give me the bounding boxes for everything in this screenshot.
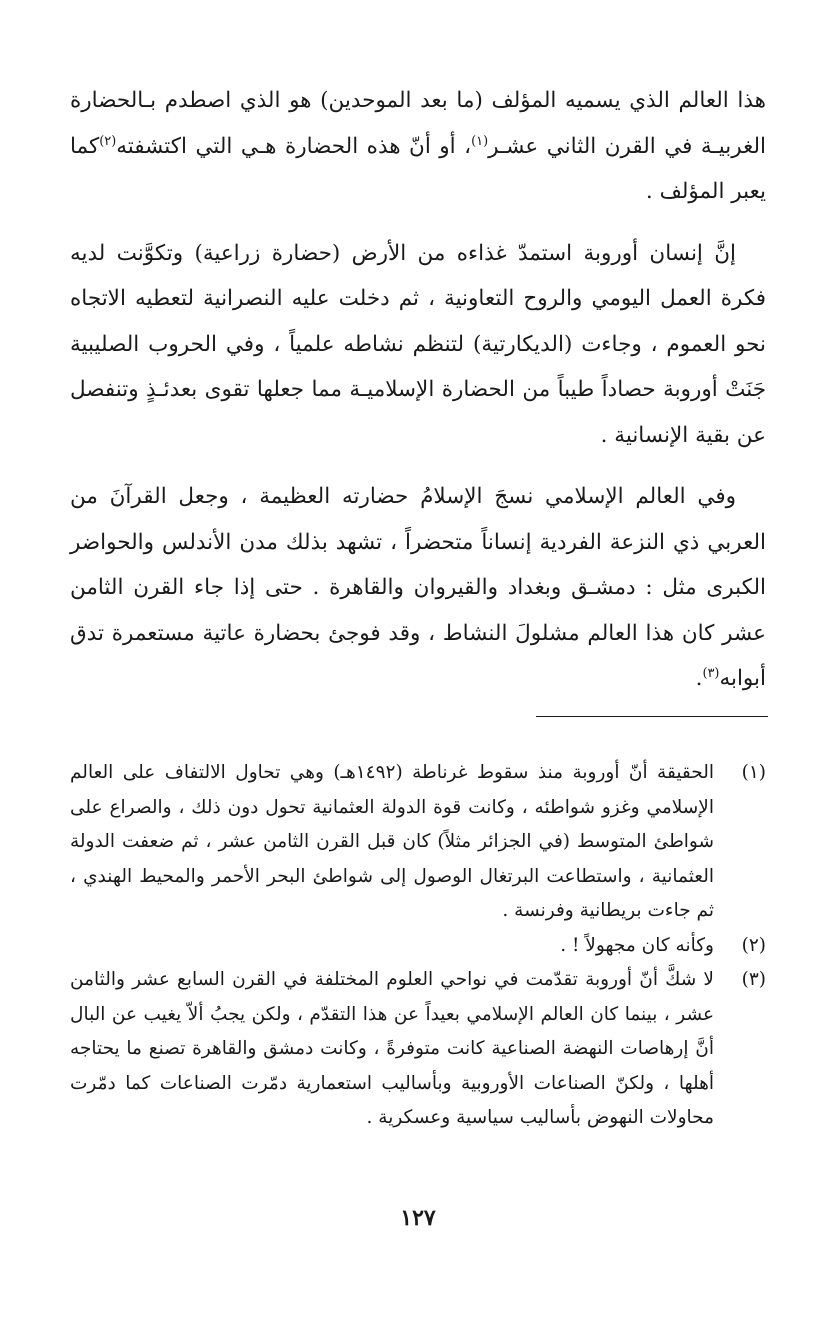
- footnotes: [70, 756, 766, 1136]
- paragraph-1-text-start: هذا العالم الذي يسميه المؤلف (ما بعد الموحدين) هو الذي اصطدم بـالحضارة الغربيـة في القرن الثاني عشـر: [70, 88, 766, 159]
- footnote-ref-3: (٣): [702, 665, 720, 681]
- footnote-1: [70, 756, 766, 929]
- paragraph-3: [70, 474, 766, 702]
- paragraph-2: إنَّ إنسان أوروبة استمدّ غذاءه من الأرض (حضارة زراعية) وتكوَّنت لديه فكرة العمل اليومي والروح التعاونية ، ثم دخلت عليه النصرانية لتعطيه الاتجاه نحو العموم ، وجاءت (الديكارتية) لتنظم نشاطه علمياً ، وفي الحروب الصليبية جَنَتْ أوروبة حصاداً طيباً من الحضارة الإسلاميـة مما جعلها تقوى بعدئـذٍ وتنفصل عن بقية الإنسانية .: [70, 240, 766, 448]
- footnote-text: الحقيقة أنّ أوروبة منذ سقوط غرناطة (١٤٩٢هـ) وهي تحاول الالتفاف على العالم الإسلامي وغزو شواطئه ، وكانت قوة الدولة العثمانية تحول دون ذلك ، والصراع على شواطئ المتوسط (في الجزائر مثلاً) كان قبل القرن الثامن عشر ، ثم ضعفت الدولة العثمانية ، واستطاعت البرتغال الوصول إلى شواطئ البحر الأحمر والمحيط الهندي ، ثم جاءت بريطانية وفرنسة .: [70, 762, 714, 921]
- paragraph-3-text: وفي العالم الإسلامي نسجَ الإسلامُ حضارته العظيمة ، وجعل القرآنَ من العربي ذي النزعة الفردية إنساناً متحضراً ، تشهد بذلك مدن الأندلس والحواضر الكبرى مثل : دمشـق وبغداد والقيروان والقاهرة . حتى إذا جاء القرن الثامن عشر كان هذا العالم مشلولَ النشاط ، وقد فوجئ بحضارة عاتية مستعمرة تدق أبوابه: [70, 484, 766, 691]
- footnote-number: (١): [741, 762, 766, 783]
- main-text: [70, 78, 766, 718]
- paragraph-1-text-end: كما يعبر المؤلف .: [70, 133, 766, 204]
- footnote-ref-1: (١): [471, 133, 489, 149]
- paragraph-3-end: .: [695, 666, 703, 691]
- footnote-text: وكأنه كان مجهولاً ! .: [560, 934, 714, 956]
- footnote-number: (٢): [741, 934, 766, 956]
- page-number: ١٢٧: [400, 1205, 436, 1231]
- footnote-number: (٣): [741, 969, 766, 990]
- footnote-2: [70, 929, 766, 964]
- footnote-text: لا شكَّ أنّ أوروبة تقدّمت في نواحي العلوم المختلفة في القرن السابع عشر والثامن عشر ، بينما كان العالم الإسلامي بعيداً عن هذا التقدّم ، ولكن يجبُ ألاّ يغيب عن البال أنَّ إرهاصات النهضة الصناعية كانت متوفرةً ، وكانت دمشق والقاهرة تصنع ما يحتاجه أهلها ، ولكنّ الصناعات الأوروبية وبأساليب استعمارية دمّرت الصناعات كما دمّرت محاولات النهوض بأساليب سياسية وعسكرية .: [70, 969, 714, 1128]
- paragraph-1: [70, 78, 766, 215]
- footnote-separator: [536, 716, 768, 717]
- footnote-ref-2: (٢): [99, 133, 117, 149]
- paragraph-1-text-middle: ، أو أنّ هذه الحضارة هـي التي اكتشفته: [116, 133, 472, 159]
- footnote-3: [70, 963, 766, 1136]
